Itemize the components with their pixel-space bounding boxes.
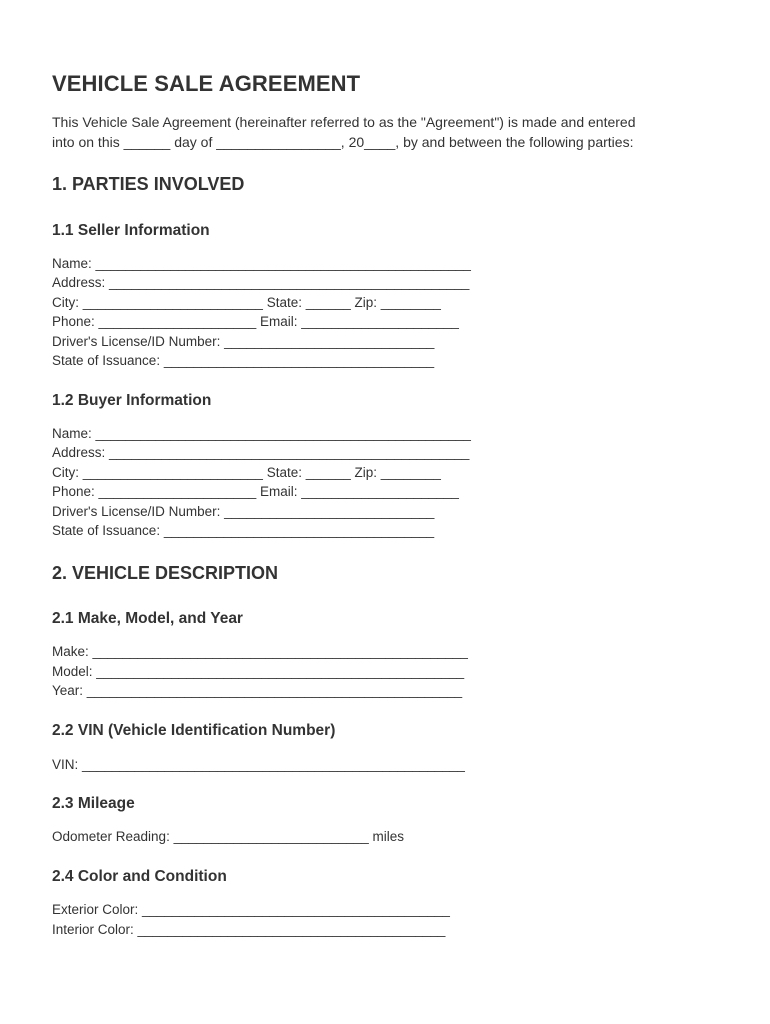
buyer-name-field: Name: __________________________________________________ [52,426,471,441]
buyer-phone-email-field: Phone: _____________________ Email: _____________________ [52,484,459,499]
intro-line-1: This Vehicle Sale Agreement (hereinafter referred to as the "Agreement") is made and entered [52,114,636,130]
intro-paragraph [52,112,732,152]
seller-name-field: Name: __________________________________________________ [52,256,471,271]
subsection-heading-buyer: 1.2 Buyer Information [52,392,212,409]
section-heading-vehicle: 2. VEHICLE DESCRIPTION [52,563,279,583]
interior-color-field: Interior Color: _________________________________________ [52,922,446,937]
buyer-issuance-field: State of Issuance: ____________________________________ [52,523,435,538]
seller-city-state-zip-field: City: ________________________ State: ______ Zip: ________ [52,295,441,310]
section-heading-parties: 1. PARTIES INVOLVED [52,174,245,194]
intro-line-2: into on this ______ day of ________________, 20____, by and between the following parties: [52,134,634,150]
vin-field: VIN: ___________________________________________________ [52,757,465,772]
subsection-heading-mileage: 2.3 Mileage [52,795,135,812]
exterior-color-field: Exterior Color: _________________________________________ [52,902,450,917]
seller-phone-email-field: Phone: _____________________ Email: _____________________ [52,314,459,329]
subsection-heading-make-model-year: 2.1 Make, Model, and Year [52,610,243,627]
seller-issuance-field: State of Issuance: ____________________________________ [52,353,435,368]
seller-address-field: Address: ________________________________________________ [52,275,470,290]
subsection-heading-seller: 1.1 Seller Information [52,222,210,239]
odometer-field: Odometer Reading: __________________________ miles [52,829,405,844]
document-title: VEHICLE SALE AGREEMENT [52,71,361,96]
subsection-heading-color: 2.4 Color and Condition [52,868,227,885]
make-field: Make: __________________________________________________ [52,644,468,659]
buyer-city-state-zip-field: City: ________________________ State: ______ Zip: ________ [52,465,441,480]
subsection-heading-vin: 2.2 VIN (Vehicle Identification Number) [52,722,336,739]
year-field: Year: __________________________________________________ [52,683,463,698]
buyer-address-field: Address: ________________________________________________ [52,445,470,460]
model-field: Model: _________________________________________________ [52,664,465,679]
seller-license-field: Driver's License/ID Number: ____________________________ [52,334,435,349]
buyer-license-field: Driver's License/ID Number: ____________________________ [52,504,435,519]
